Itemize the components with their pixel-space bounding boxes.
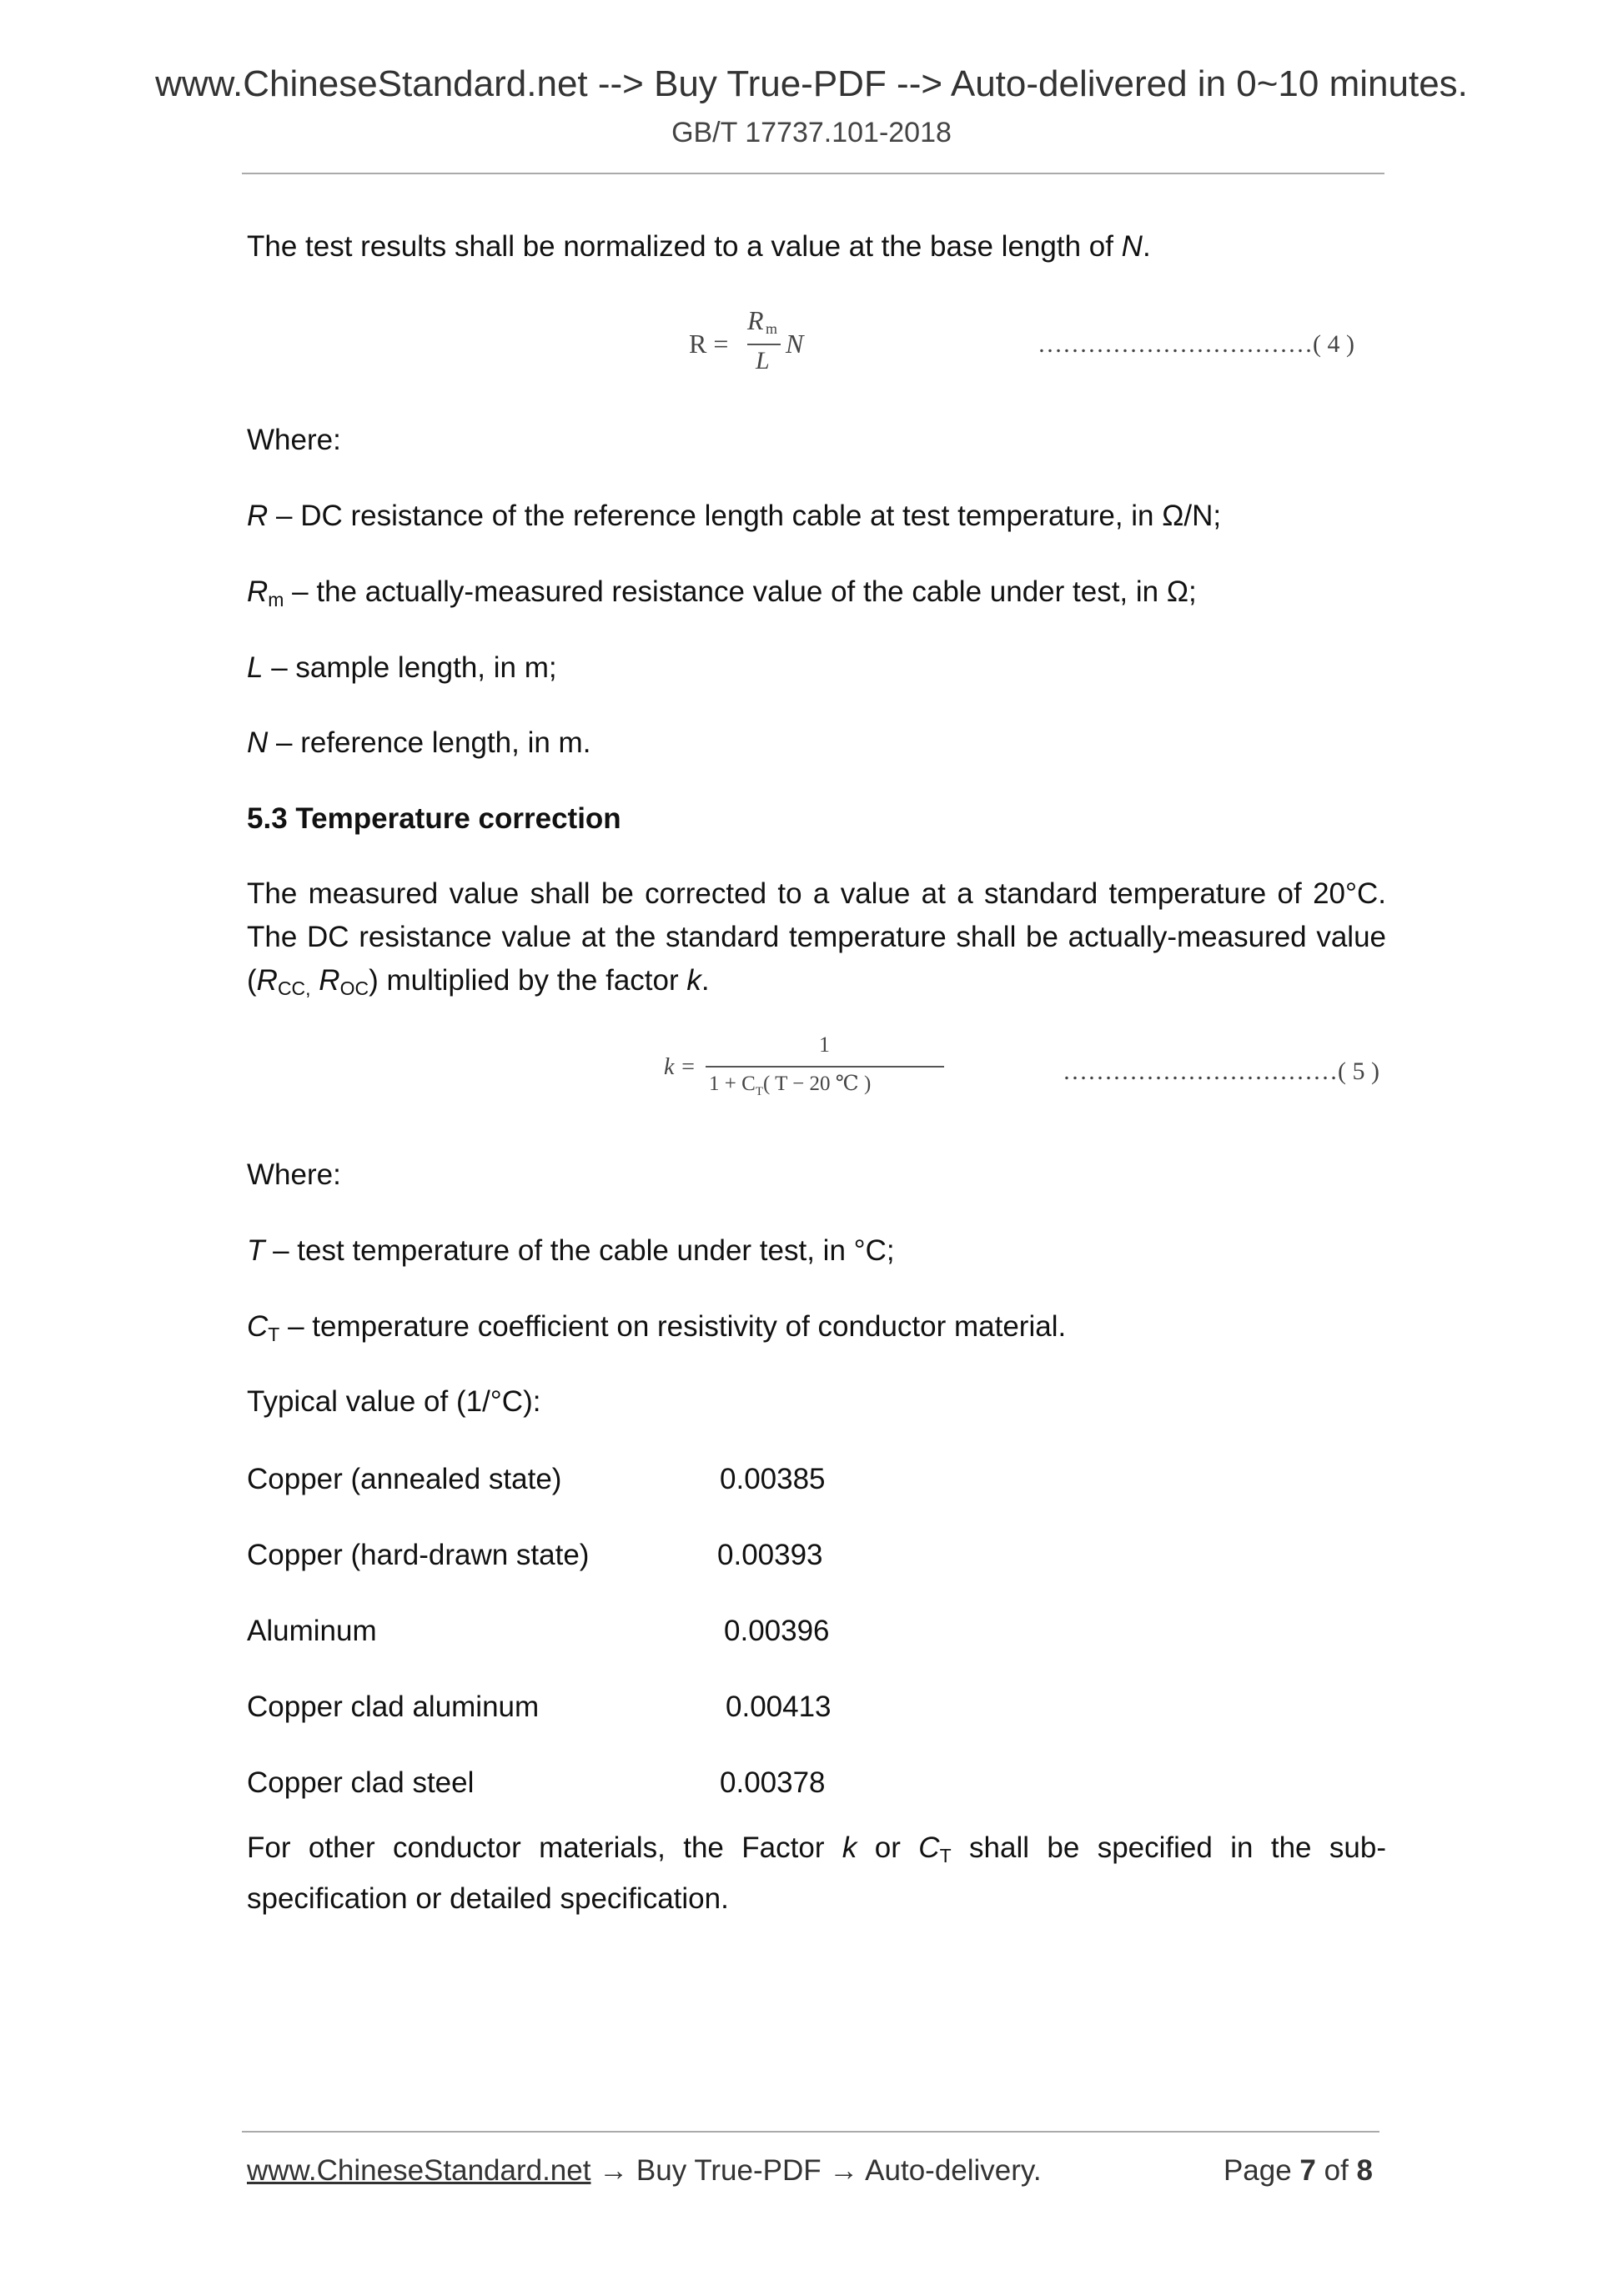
material-value: 0.00385 xyxy=(720,1463,826,1495)
material-name: Copper (annealed state) xyxy=(247,1463,562,1495)
header-banner: www.ChineseStandard.net --> Buy True-PDF --> Auto-delivered in 0~10 minutes. xyxy=(155,63,1468,104)
definition-n: N – reference length, in m. xyxy=(247,726,591,759)
equation-4: R = R m L N xyxy=(689,305,804,374)
temperature-paragraph: The measured value shall be corrected to a value at a standard temperature of 20°C. The DC resistance value at the standard temperature shall be actually-measured value ($R_{CC,}$ $R_{OC}$) multiplied by the factor k. xyxy=(247,877,1386,999)
definition-r: R – DC resistance of the reference length cable at test temperature, in Ω/N; xyxy=(247,500,1222,532)
fraction-bar xyxy=(706,1066,944,1068)
intro-paragraph: The test results shall be normalized to a value at the base length of N. xyxy=(247,230,1151,263)
definition-ct: $C_T$ – temperature coefficient on resistivity of conductor material. xyxy=(247,1310,1067,1345)
equation-5: k = 1 $1 + C_T$( T − 20 ℃ ) xyxy=(664,1036,947,1103)
typical-value-label: Typical value of (1/°C): xyxy=(247,1385,541,1418)
section-heading: 5.3 Temperature correction xyxy=(247,802,621,835)
header-doc-number: GB/T 17737.101-2018 xyxy=(671,117,952,148)
material-name: Copper clad steel xyxy=(247,1766,475,1799)
material-value: 0.00396 xyxy=(724,1615,830,1647)
closing-paragraph: For other conductor materials, the Factor k or $C_T$ shall be specified in the sub-specification or detailed specification. xyxy=(247,1831,1386,1915)
footer-divider xyxy=(242,2131,1379,2133)
equation-5-number: ……………………………( 5 ) xyxy=(1063,1058,1379,1085)
footer-text: www.ChineseStandard.net → Buy True-PDF → Auto-delivery. xyxy=(247,2154,1042,2187)
footer-site-link[interactable]: www.ChineseStandard.net xyxy=(247,2154,591,2187)
where-label-1: Where: xyxy=(247,424,341,456)
definition-rm: $R_m$ – the actually-measured resistance value of the cable under test, in Ω; xyxy=(247,575,1197,610)
material-value: 0.00393 xyxy=(717,1539,823,1571)
page-indicator: Page 7 of 8 xyxy=(1223,2154,1373,2187)
definition-l: L – sample length, in m; xyxy=(247,651,557,684)
material-name: Aluminum xyxy=(247,1615,377,1647)
where-label-2: Where: xyxy=(247,1158,341,1191)
definition-t: T – test temperature of the cable under test, in °C; xyxy=(247,1234,895,1267)
material-value: 0.00413 xyxy=(726,1691,832,1723)
header-divider xyxy=(242,173,1384,174)
equation-4-number: ……………………………( 4 ) xyxy=(1038,330,1354,358)
material-value: 0.00378 xyxy=(720,1766,826,1799)
material-name: Copper (hard-drawn state) xyxy=(247,1539,590,1571)
fraction-bar xyxy=(747,344,781,345)
material-name: Copper clad aluminum xyxy=(247,1691,540,1723)
